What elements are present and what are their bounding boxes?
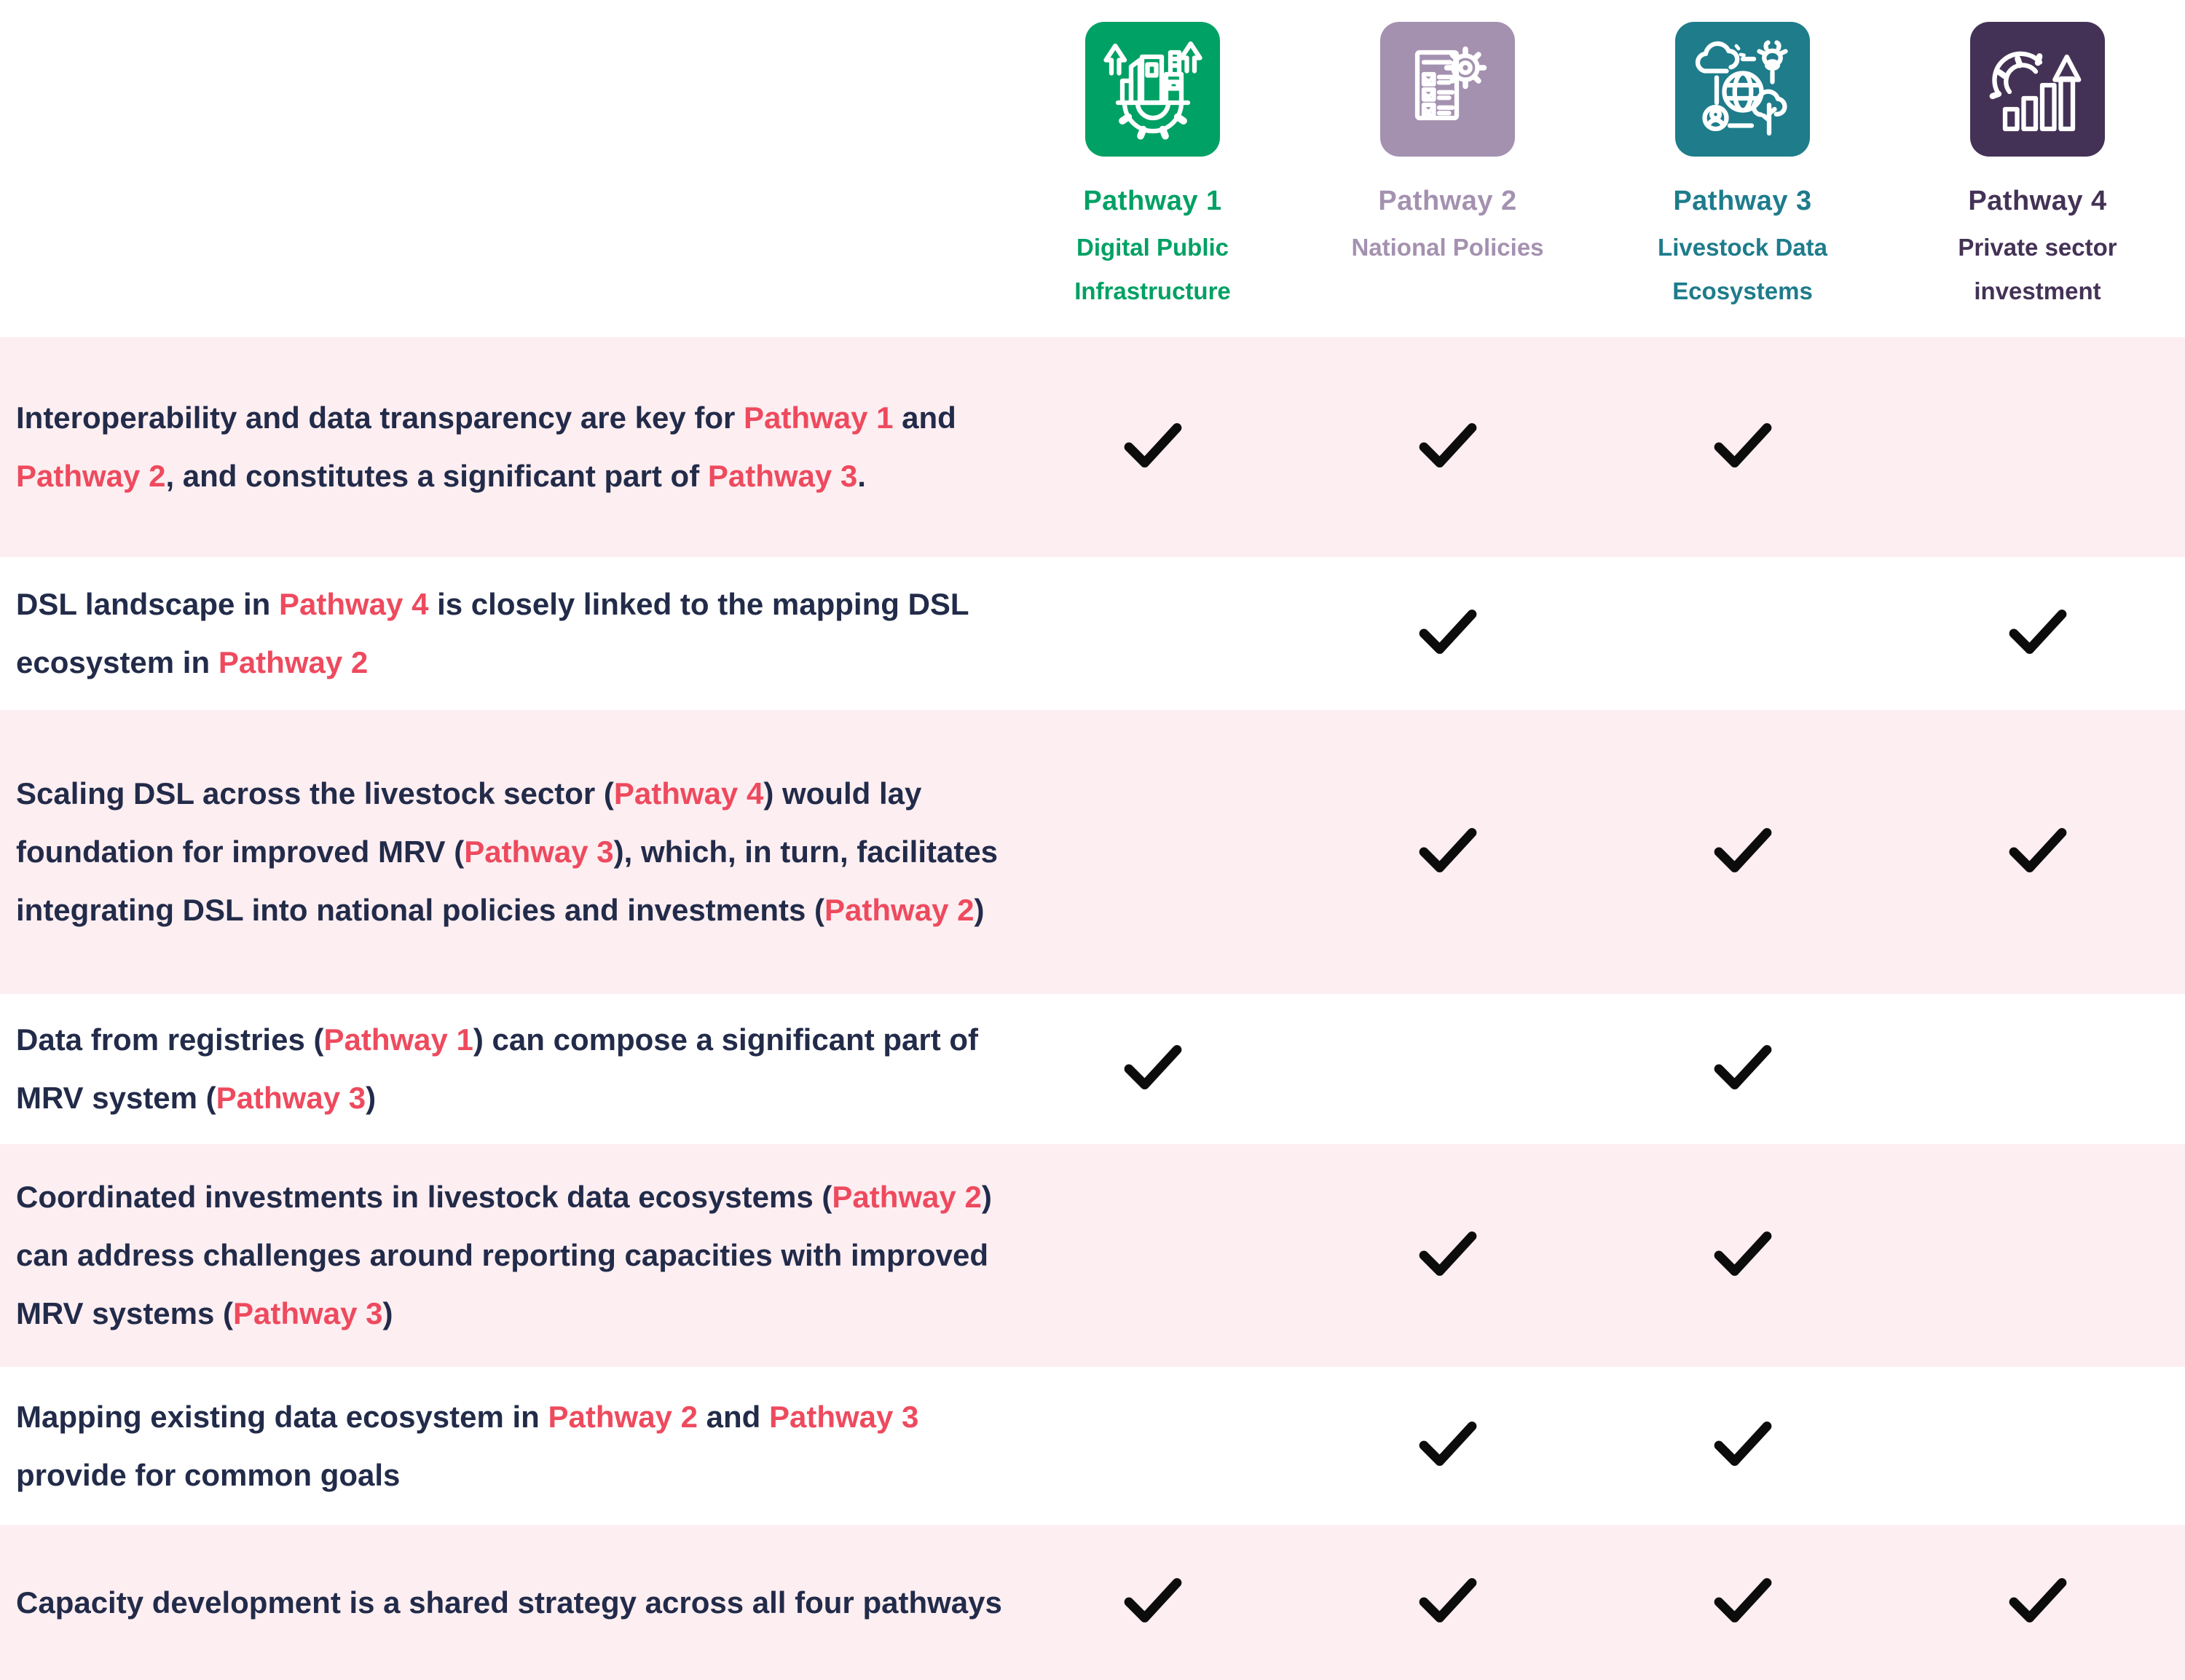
- check-icon: [1417, 1577, 1479, 1628]
- statement-segment: and: [697, 1399, 769, 1434]
- matrix-row: [0, 1367, 2185, 1525]
- check-cell-checked: [1005, 1525, 1300, 1680]
- pathway-reference: Pathway 3: [768, 1399, 919, 1434]
- statement-text: [16, 575, 1005, 692]
- check-icon: [1417, 1230, 1479, 1282]
- check-icon: [2007, 827, 2069, 878]
- policy-checklist-icon: [1380, 22, 1515, 157]
- pathway-reference: Pathway 2: [824, 893, 975, 927]
- pathway-subtitle-line: investment: [1974, 277, 2101, 304]
- pathway-column-header: [1890, 0, 2185, 337]
- check-cell-empty: [1890, 1144, 2185, 1367]
- check-cell-checked: [1300, 557, 1595, 710]
- check-cell-checked: [1300, 1525, 1595, 1680]
- pathway-subtitle-line: Ecosystems: [1672, 277, 1813, 304]
- statement-segment: .: [857, 459, 866, 493]
- check-cell-empty: [1005, 557, 1300, 710]
- check-icon: [1712, 1577, 1774, 1628]
- check-cell-empty: [1890, 337, 2185, 557]
- statement-segment: , and constitutes a significant part of: [165, 459, 708, 493]
- matrix-body: [0, 337, 2185, 1680]
- statement-cell: [0, 1367, 1005, 1525]
- pathway-column-header: [1005, 0, 1300, 337]
- check-cell-checked: [1890, 557, 2185, 710]
- data-ecosystem-globe-icon: [1675, 22, 1810, 157]
- statement-cell: [0, 1525, 1005, 1680]
- pathway-subtitle-line: Digital Public: [1076, 234, 1229, 261]
- check-cell-checked: [1595, 337, 1890, 557]
- matrix-row: [0, 337, 2185, 557]
- statement-segment: ), which, in turn, facilitates integrating DSL into national policies and investments (: [16, 835, 999, 927]
- check-icon: [1712, 1044, 1774, 1095]
- pathway-subtitle-line: Infrastructure: [1074, 277, 1231, 304]
- check-cell-checked: [1595, 994, 1890, 1144]
- statement-segment: Interoperability and data transparency are key for: [16, 401, 744, 435]
- pathway-column-header: [1300, 0, 1595, 337]
- statement-segment: Data from registries (: [16, 1022, 324, 1057]
- matrix-row: [0, 994, 2185, 1144]
- statement-segment: and: [893, 401, 956, 435]
- statement-segment: ) can address challenges around reporting capacities with improved MRV systems (: [16, 1180, 992, 1330]
- pathway-reference: Pathway 1: [323, 1022, 473, 1057]
- investment-growth-icon: [1970, 22, 2105, 157]
- pathway-reference: Pathway 3: [233, 1296, 383, 1330]
- pathway-reference: Pathway 2: [16, 459, 166, 493]
- statement-text: [16, 1388, 1005, 1504]
- matrix-row: [0, 557, 2185, 710]
- pathway-reference: Pathway 2: [832, 1180, 982, 1214]
- check-cell-checked: [1595, 1144, 1890, 1367]
- pathway-reference: Pathway 3: [216, 1081, 366, 1115]
- check-cell-checked: [1300, 337, 1595, 557]
- pathway-column-header: [1595, 0, 1890, 337]
- statement-cell: [0, 557, 1005, 710]
- statement-segment: Scaling DSL across the livestock sector (: [16, 776, 614, 811]
- pathway-title: Pathway 1: [1083, 186, 1222, 216]
- pathway-reference: Pathway 2: [218, 645, 369, 679]
- statement-text: [16, 1168, 1005, 1343]
- check-icon: [1122, 1577, 1184, 1628]
- check-cell-checked: [1300, 1367, 1595, 1525]
- check-cell-checked: [1890, 1525, 2185, 1680]
- pathway-subtitle-line: National Policies: [1351, 234, 1544, 261]
- check-cell-checked: [1005, 994, 1300, 1144]
- statement-cell: [0, 337, 1005, 557]
- statement-segment: ): [974, 893, 985, 927]
- pathway-reference: Pathway 1: [744, 401, 894, 435]
- statement-segment: ) would lay foundation for improved MRV (: [16, 776, 922, 869]
- matrix-row: [0, 1525, 2185, 1680]
- statement-text: [16, 765, 1005, 939]
- check-cell-empty: [1300, 994, 1595, 1144]
- statement-cell: [0, 994, 1005, 1144]
- statement-segment: is closely linked to the mapping DSL ecosystem in: [16, 587, 969, 679]
- statement-segment: Coordinated investments in livestock data ecosystems (: [16, 1180, 832, 1214]
- pathway-reference: Pathway 4: [279, 587, 429, 621]
- check-icon: [2007, 608, 2069, 660]
- check-cell-empty: [1595, 557, 1890, 710]
- matrix-row: [0, 710, 2185, 994]
- header-row: [0, 0, 2185, 337]
- statement-segment: Mapping existing data ecosystem in: [16, 1399, 548, 1434]
- pathway-subtitle: [1958, 226, 2117, 313]
- check-icon: [1712, 827, 1774, 878]
- pathway-title: Pathway 4: [1968, 186, 2107, 216]
- pathway-subtitle-line: Livestock Data: [1658, 234, 1827, 261]
- pathway-subtitle: [1074, 226, 1231, 313]
- check-icon: [1417, 608, 1479, 660]
- check-icon: [1712, 1420, 1774, 1472]
- statement-segment: ): [366, 1081, 377, 1115]
- infrastructure-gear-icon: [1085, 22, 1220, 157]
- pathway-subtitle-line: Private sector: [1958, 234, 2117, 261]
- statement-segment: DSL landscape in: [16, 587, 279, 621]
- statement-cell: [0, 710, 1005, 994]
- check-cell-checked: [1595, 1367, 1890, 1525]
- pathway-title: Pathway 2: [1378, 186, 1517, 216]
- pathway-subtitle: [1658, 226, 1827, 313]
- statement-text: [16, 1574, 1002, 1632]
- pathway-title: Pathway 3: [1673, 186, 1812, 216]
- pathway-reference: Pathway 4: [613, 776, 764, 811]
- pathway-reference: Pathway 3: [464, 835, 614, 869]
- pathway-subtitle: [1351, 226, 1543, 269]
- check-cell-checked: [1595, 1525, 1890, 1680]
- statement-segment: Capacity development is a shared strategy across all four pathways: [16, 1585, 1002, 1620]
- check-cell-empty: [1005, 1367, 1300, 1525]
- check-icon: [1712, 422, 1774, 473]
- check-icon: [1417, 827, 1479, 878]
- statement-text: [16, 389, 1005, 505]
- check-icon: [1417, 1420, 1479, 1472]
- check-cell-checked: [1300, 710, 1595, 994]
- check-cell-checked: [1595, 710, 1890, 994]
- check-cell-empty: [1005, 710, 1300, 994]
- check-cell-checked: [1005, 337, 1300, 557]
- check-cell-empty: [1890, 1367, 2185, 1525]
- pathway-reference: Pathway 3: [707, 459, 858, 493]
- matrix-row: [0, 1144, 2185, 1367]
- statement-segment: ) can compose a significant part of MRV system (: [16, 1022, 979, 1115]
- check-icon: [1417, 422, 1479, 473]
- statement-cell: [0, 1144, 1005, 1367]
- check-cell-empty: [1890, 994, 2185, 1144]
- check-icon: [2007, 1577, 2069, 1628]
- check-cell-checked: [1300, 1144, 1595, 1367]
- check-cell-empty: [1005, 1144, 1300, 1367]
- check-icon: [1122, 1044, 1184, 1095]
- pathway-reference: Pathway 2: [548, 1399, 698, 1434]
- statement-segment: provide for common goals: [16, 1457, 401, 1492]
- check-cell-checked: [1890, 710, 2185, 994]
- check-icon: [1122, 422, 1184, 473]
- statement-segment: ): [382, 1296, 393, 1330]
- check-icon: [1712, 1230, 1774, 1282]
- header-spacer: [0, 0, 1005, 337]
- statement-text: [16, 1011, 1005, 1127]
